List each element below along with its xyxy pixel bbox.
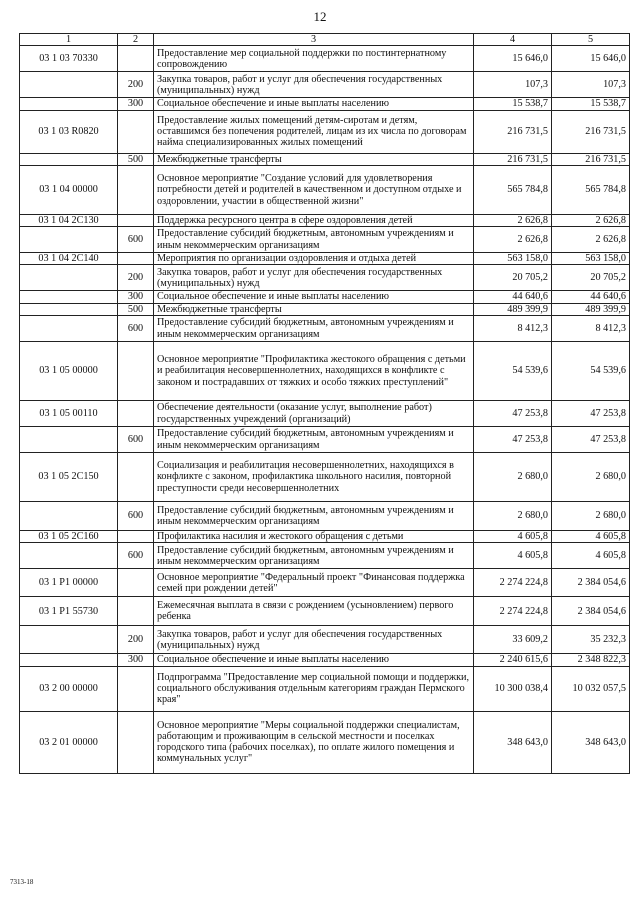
header-col-4: 4 bbox=[474, 34, 552, 46]
amount-year-2: 44 640,6 bbox=[552, 291, 630, 303]
amount-year-1: 348 643,0 bbox=[474, 711, 552, 773]
amount-year-1: 44 640,6 bbox=[474, 291, 552, 303]
table-row bbox=[20, 711, 630, 773]
expense-type-code bbox=[118, 711, 154, 773]
table-header-row bbox=[20, 34, 630, 46]
amount-year-2: 107,3 bbox=[552, 72, 630, 98]
expense-name: Социальное обеспечение и иные выплаты населению bbox=[154, 654, 474, 666]
target-article-code bbox=[20, 291, 118, 303]
table-row bbox=[20, 453, 630, 502]
expense-type-code: 600 bbox=[118, 502, 154, 531]
table-row bbox=[20, 98, 630, 110]
target-article-code bbox=[20, 427, 118, 453]
amount-year-1: 8 412,3 bbox=[474, 316, 552, 342]
amount-year-1: 2 274 224,8 bbox=[474, 569, 552, 597]
expense-type-code: 600 bbox=[118, 543, 154, 569]
target-article-code: 03 1 05 00110 bbox=[20, 401, 118, 427]
amount-year-1: 20 705,2 bbox=[474, 265, 552, 291]
amount-year-1: 33 609,2 bbox=[474, 626, 552, 654]
amount-year-1: 216 731,5 bbox=[474, 110, 552, 153]
amount-year-2: 47 253,8 bbox=[552, 427, 630, 453]
target-article-code bbox=[20, 626, 118, 654]
expense-name: Профилактика насилия и жестокого обращения с детьми bbox=[154, 531, 474, 543]
table-row bbox=[20, 303, 630, 315]
target-article-code bbox=[20, 543, 118, 569]
target-article-code bbox=[20, 98, 118, 110]
table-row bbox=[20, 265, 630, 291]
expense-name: Закупка товаров, работ и услуг для обеспечения государственных (муниципальных) нужд bbox=[154, 626, 474, 654]
amount-year-1: 15 538,7 bbox=[474, 98, 552, 110]
expense-type-code bbox=[118, 214, 154, 226]
target-article-code bbox=[20, 265, 118, 291]
expense-name: Социализация и реабилитация несовершеннолетних, находящихся в конфликте с законом, профилактика школьного насилия, повторной преступности среди несовершеннолетних bbox=[154, 453, 474, 502]
document-footer-code: 7313-18 bbox=[10, 878, 34, 886]
amount-year-1: 563 158,0 bbox=[474, 253, 552, 265]
expense-name: Межбюджетные трансферты bbox=[154, 303, 474, 315]
target-article-code: 03 2 01 00000 bbox=[20, 711, 118, 773]
expense-name: Ежемесячная выплата в связи с рождением (усыновлением) первого ребенка bbox=[154, 597, 474, 626]
expense-type-code: 500 bbox=[118, 303, 154, 315]
expense-name: Предоставление субсидий бюджетным, автономным учреждениям и иным некоммерческим организациям bbox=[154, 543, 474, 569]
header-col-1: 1 bbox=[20, 34, 118, 46]
table-row bbox=[20, 110, 630, 153]
table-row bbox=[20, 626, 630, 654]
target-article-code: 03 2 00 00000 bbox=[20, 666, 118, 711]
table-row bbox=[20, 502, 630, 531]
table-row bbox=[20, 666, 630, 711]
amount-year-1: 2 274 224,8 bbox=[474, 597, 552, 626]
expense-type-code bbox=[118, 342, 154, 401]
expense-name: Основное мероприятие "Профилактика жестокого обращения с детьми и реабилитация несовершеннолетних, находящихся в конфликте с законом и пострадавших от тяжких и особо тяжких преступлений" bbox=[154, 342, 474, 401]
expense-name: Закупка товаров, работ и услуг для обеспечения государственных (муниципальных) нужд bbox=[154, 72, 474, 98]
target-article-code: 03 1 03 R0820 bbox=[20, 110, 118, 153]
expense-type-code: 300 bbox=[118, 291, 154, 303]
amount-year-1: 2 680,0 bbox=[474, 453, 552, 502]
amount-year-1: 47 253,8 bbox=[474, 427, 552, 453]
table-row bbox=[20, 46, 630, 72]
target-article-code bbox=[20, 72, 118, 98]
expense-name: Предоставление субсидий бюджетным, автономным учреждениям и иным некоммерческим организациям bbox=[154, 316, 474, 342]
expense-type-code: 200 bbox=[118, 626, 154, 654]
expense-name: Обеспечение деятельности (оказание услуг, выполнение работ) государственных учреждений (организаций) bbox=[154, 401, 474, 427]
expense-name: Межбюджетные трансферты bbox=[154, 153, 474, 165]
budget-table bbox=[19, 33, 630, 774]
expense-type-code bbox=[118, 569, 154, 597]
table-row bbox=[20, 531, 630, 543]
amount-year-1: 2 680,0 bbox=[474, 502, 552, 531]
amount-year-2: 8 412,3 bbox=[552, 316, 630, 342]
target-article-code: 03 1 04 00000 bbox=[20, 165, 118, 214]
target-article-code: 03 1 05 2С160 bbox=[20, 531, 118, 543]
target-article-code: 03 1 P1 55730 bbox=[20, 597, 118, 626]
header-col-3: 3 bbox=[154, 34, 474, 46]
table-row bbox=[20, 227, 630, 253]
table-row bbox=[20, 316, 630, 342]
expense-type-code bbox=[118, 666, 154, 711]
table-row bbox=[20, 72, 630, 98]
table-row bbox=[20, 654, 630, 666]
header-col-5: 5 bbox=[552, 34, 630, 46]
expense-type-code bbox=[118, 597, 154, 626]
amount-year-2: 10 032 057,5 bbox=[552, 666, 630, 711]
expense-type-code: 300 bbox=[118, 654, 154, 666]
amount-year-2: 563 158,0 bbox=[552, 253, 630, 265]
amount-year-2: 20 705,2 bbox=[552, 265, 630, 291]
target-article-code bbox=[20, 303, 118, 315]
amount-year-1: 15 646,0 bbox=[474, 46, 552, 72]
amount-year-2: 35 232,3 bbox=[552, 626, 630, 654]
table-row bbox=[20, 214, 630, 226]
expense-type-code bbox=[118, 453, 154, 502]
expense-type-code: 200 bbox=[118, 72, 154, 98]
expense-type-code bbox=[118, 531, 154, 543]
amount-year-2: 2 680,0 bbox=[552, 502, 630, 531]
expense-type-code: 500 bbox=[118, 153, 154, 165]
table-row bbox=[20, 427, 630, 453]
amount-year-2: 565 784,8 bbox=[552, 165, 630, 214]
table-row bbox=[20, 342, 630, 401]
target-article-code: 03 1 P1 00000 bbox=[20, 569, 118, 597]
expense-name: Основное мероприятие "Создание условий для удовлетворения потребности детей и родителей в качественном и доступном отдыхе и оздоровлении, участии в общественной жизни" bbox=[154, 165, 474, 214]
amount-year-2: 216 731,5 bbox=[552, 153, 630, 165]
expense-type-code: 200 bbox=[118, 265, 154, 291]
table-row bbox=[20, 253, 630, 265]
expense-type-code: 600 bbox=[118, 316, 154, 342]
expense-type-code: 600 bbox=[118, 427, 154, 453]
expense-type-code bbox=[118, 253, 154, 265]
target-article-code: 03 1 05 2С150 bbox=[20, 453, 118, 502]
amount-year-1: 216 731,5 bbox=[474, 153, 552, 165]
amount-year-1: 565 784,8 bbox=[474, 165, 552, 214]
expense-name: Основное мероприятие "Федеральный проект "Финансовая поддержка семей при рождении детей" bbox=[154, 569, 474, 597]
amount-year-2: 489 399,9 bbox=[552, 303, 630, 315]
target-article-code bbox=[20, 153, 118, 165]
amount-year-2: 15 538,7 bbox=[552, 98, 630, 110]
amount-year-2: 47 253,8 bbox=[552, 401, 630, 427]
amount-year-2: 4 605,8 bbox=[552, 543, 630, 569]
amount-year-1: 489 399,9 bbox=[474, 303, 552, 315]
table-row bbox=[20, 153, 630, 165]
page-number: 12 bbox=[313, 9, 327, 24]
expense-type-code bbox=[118, 110, 154, 153]
expense-name: Мероприятия по организации оздоровления и отдыха детей bbox=[154, 253, 474, 265]
amount-year-1: 2 626,8 bbox=[474, 214, 552, 226]
amount-year-1: 2 240 615,6 bbox=[474, 654, 552, 666]
expense-name: Поддержка ресурсного центра в сфере оздоровления детей bbox=[154, 214, 474, 226]
target-article-code: 03 1 05 00000 bbox=[20, 342, 118, 401]
expense-name: Подпрограмма "Предоставление мер социальной помощи и поддержки, социального обслуживания отдельным категориям граждан Пермского края" bbox=[154, 666, 474, 711]
table-row bbox=[20, 569, 630, 597]
amount-year-2: 15 646,0 bbox=[552, 46, 630, 72]
amount-year-1: 54 539,6 bbox=[474, 342, 552, 401]
amount-year-2: 2 680,0 bbox=[552, 453, 630, 502]
amount-year-2: 54 539,6 bbox=[552, 342, 630, 401]
expense-name: Предоставление жилых помещений детям-сиротам и детям, оставшимся без попечения родителей, лицам из их числа по договорам найма специализированных жилых помещений bbox=[154, 110, 474, 153]
amount-year-2: 348 643,0 bbox=[552, 711, 630, 773]
target-article-code bbox=[20, 227, 118, 253]
target-article-code bbox=[20, 502, 118, 531]
expense-name: Социальное обеспечение и иные выплаты населению bbox=[154, 98, 474, 110]
expense-type-code bbox=[118, 401, 154, 427]
expense-name: Социальное обеспечение и иные выплаты населению bbox=[154, 291, 474, 303]
expense-name: Предоставление субсидий бюджетным, автономным учреждениям и иным некоммерческим организациям bbox=[154, 427, 474, 453]
table-row bbox=[20, 401, 630, 427]
amount-year-2: 216 731,5 bbox=[552, 110, 630, 153]
amount-year-2: 2 626,8 bbox=[552, 214, 630, 226]
amount-year-2: 2 348 822,3 bbox=[552, 654, 630, 666]
expense-name: Закупка товаров, работ и услуг для обеспечения государственных (муниципальных) нужд bbox=[154, 265, 474, 291]
expense-type-code: 300 bbox=[118, 98, 154, 110]
target-article-code bbox=[20, 316, 118, 342]
amount-year-1: 47 253,8 bbox=[474, 401, 552, 427]
amount-year-1: 10 300 038,4 bbox=[474, 666, 552, 711]
table-row bbox=[20, 165, 630, 214]
target-article-code bbox=[20, 654, 118, 666]
amount-year-2: 4 605,8 bbox=[552, 531, 630, 543]
expense-name: Основное мероприятие "Меры социальной поддержки специалистам, работающим и проживающим в сельской местности и поселках городского типа (рабочих поселках), по оплате жилого помещения и коммунальных услуг" bbox=[154, 711, 474, 773]
table-row bbox=[20, 543, 630, 569]
expense-type-code bbox=[118, 46, 154, 72]
expense-name: Предоставление субсидий бюджетным, автономным учреждениям и иным некоммерческим организациям bbox=[154, 502, 474, 531]
amount-year-1: 2 626,8 bbox=[474, 227, 552, 253]
expense-name: Предоставление мер социальной поддержки по постинтернатному сопровождению bbox=[154, 46, 474, 72]
amount-year-2: 2 384 054,6 bbox=[552, 597, 630, 626]
amount-year-2: 2 626,8 bbox=[552, 227, 630, 253]
expense-type-code: 600 bbox=[118, 227, 154, 253]
amount-year-1: 4 605,8 bbox=[474, 531, 552, 543]
target-article-code: 03 1 04 2С130 bbox=[20, 214, 118, 226]
header-col-2: 2 bbox=[118, 34, 154, 46]
amount-year-1: 107,3 bbox=[474, 72, 552, 98]
table-row bbox=[20, 597, 630, 626]
expense-type-code bbox=[118, 165, 154, 214]
target-article-code: 03 1 03 70330 bbox=[20, 46, 118, 72]
table-row bbox=[20, 291, 630, 303]
target-article-code: 03 1 04 2С140 bbox=[20, 253, 118, 265]
amount-year-1: 4 605,8 bbox=[474, 543, 552, 569]
amount-year-2: 2 384 054,6 bbox=[552, 569, 630, 597]
expense-name: Предоставление субсидий бюджетным, автономным учреждениям и иным некоммерческим организациям bbox=[154, 227, 474, 253]
